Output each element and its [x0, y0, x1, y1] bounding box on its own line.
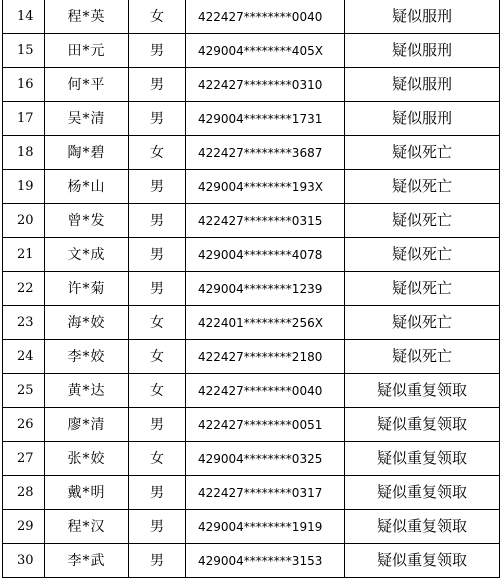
row-number-cell: 23	[3, 306, 45, 340]
status-cell: 疑似重复领取	[345, 476, 500, 510]
row-number-cell: 20	[3, 204, 45, 238]
row-number-cell: 26	[3, 408, 45, 442]
row-number-cell: 28	[3, 476, 45, 510]
id-number-cell: 422427********3687	[186, 136, 345, 170]
id-number-cell: 422427********0315	[186, 204, 345, 238]
table-row	[3, 340, 500, 374]
row-number-cell: 18	[3, 136, 45, 170]
gender-cell: 女	[129, 442, 186, 476]
id-number-cell: 422427********0310	[186, 68, 345, 102]
name-cell: 田*元	[45, 34, 129, 68]
status-cell: 疑似死亡	[345, 272, 500, 306]
gender-cell: 男	[129, 238, 186, 272]
row-number-cell: 21	[3, 238, 45, 272]
status-cell: 疑似服刑	[345, 34, 500, 68]
data-table	[2, 0, 500, 578]
status-cell: 疑似死亡	[345, 136, 500, 170]
name-cell: 杨*山	[45, 170, 129, 204]
table-row	[3, 170, 500, 204]
gender-cell: 女	[129, 340, 186, 374]
gender-cell: 男	[129, 510, 186, 544]
id-number-cell: 422401********256X	[186, 306, 345, 340]
id-number-cell: 429004********0325	[186, 442, 345, 476]
row-number-cell: 22	[3, 272, 45, 306]
id-number-cell: 429004********1731	[186, 102, 345, 136]
row-number-cell: 29	[3, 510, 45, 544]
gender-cell: 男	[129, 544, 186, 578]
id-number-cell: 429004********1919	[186, 510, 345, 544]
row-number-cell: 24	[3, 340, 45, 374]
name-cell: 许*菊	[45, 272, 129, 306]
id-number-cell: 422427********2180	[186, 340, 345, 374]
table-row	[3, 102, 500, 136]
status-cell: 疑似服刑	[345, 68, 500, 102]
row-number-cell: 19	[3, 170, 45, 204]
status-cell: 疑似重复领取	[345, 442, 500, 476]
row-number-cell: 27	[3, 442, 45, 476]
name-cell: 黄*达	[45, 374, 129, 408]
table-row	[3, 442, 500, 476]
name-cell: 李*武	[45, 544, 129, 578]
table-row	[3, 476, 500, 510]
gender-cell: 男	[129, 408, 186, 442]
status-cell: 疑似死亡	[345, 306, 500, 340]
status-cell: 疑似死亡	[345, 170, 500, 204]
table-row	[3, 204, 500, 238]
row-number-cell: 17	[3, 102, 45, 136]
name-cell: 戴*明	[45, 476, 129, 510]
table-row	[3, 136, 500, 170]
name-cell: 程*汉	[45, 510, 129, 544]
table-row	[3, 272, 500, 306]
name-cell: 李*姣	[45, 340, 129, 374]
status-cell: 疑似重复领取	[345, 374, 500, 408]
id-number-cell: 422427********0051	[186, 408, 345, 442]
name-cell: 何*平	[45, 68, 129, 102]
name-cell: 文*成	[45, 238, 129, 272]
table-row	[3, 510, 500, 544]
name-cell: 吴*清	[45, 102, 129, 136]
id-number-cell: 422427********0040	[186, 0, 345, 34]
gender-cell: 男	[129, 272, 186, 306]
table-row	[3, 544, 500, 578]
status-cell: 疑似死亡	[345, 204, 500, 238]
status-cell: 疑似死亡	[345, 340, 500, 374]
row-number-cell: 30	[3, 544, 45, 578]
gender-cell: 女	[129, 374, 186, 408]
table-body	[3, 0, 500, 578]
name-cell: 程*英	[45, 0, 129, 34]
status-cell: 疑似重复领取	[345, 544, 500, 578]
name-cell: 曾*发	[45, 204, 129, 238]
table-row	[3, 0, 500, 34]
id-number-cell: 429004********3153	[186, 544, 345, 578]
id-number-cell: 422427********0040	[186, 374, 345, 408]
name-cell: 海*姣	[45, 306, 129, 340]
gender-cell: 男	[129, 102, 186, 136]
id-number-cell: 429004********405X	[186, 34, 345, 68]
id-number-cell: 429004********4078	[186, 238, 345, 272]
gender-cell: 男	[129, 204, 186, 238]
gender-cell: 女	[129, 0, 186, 34]
id-number-cell: 429004********193X	[186, 170, 345, 204]
status-cell: 疑似服刑	[345, 102, 500, 136]
status-cell: 疑似死亡	[345, 238, 500, 272]
table-row	[3, 408, 500, 442]
status-cell: 疑似服刑	[345, 0, 500, 34]
table-row	[3, 374, 500, 408]
gender-cell: 女	[129, 136, 186, 170]
gender-cell: 男	[129, 476, 186, 510]
row-number-cell: 15	[3, 34, 45, 68]
name-cell: 张*姣	[45, 442, 129, 476]
status-cell: 疑似重复领取	[345, 408, 500, 442]
id-number-cell: 422427********0317	[186, 476, 345, 510]
table-row	[3, 238, 500, 272]
status-cell: 疑似重复领取	[345, 510, 500, 544]
row-number-cell: 14	[3, 0, 45, 34]
table-row	[3, 306, 500, 340]
gender-cell: 女	[129, 306, 186, 340]
id-number-cell: 429004********1239	[186, 272, 345, 306]
gender-cell: 男	[129, 68, 186, 102]
table-row	[3, 34, 500, 68]
row-number-cell: 25	[3, 374, 45, 408]
gender-cell: 男	[129, 34, 186, 68]
table-row	[3, 68, 500, 102]
name-cell: 陶*碧	[45, 136, 129, 170]
name-cell: 廖*清	[45, 408, 129, 442]
gender-cell: 男	[129, 170, 186, 204]
row-number-cell: 16	[3, 68, 45, 102]
